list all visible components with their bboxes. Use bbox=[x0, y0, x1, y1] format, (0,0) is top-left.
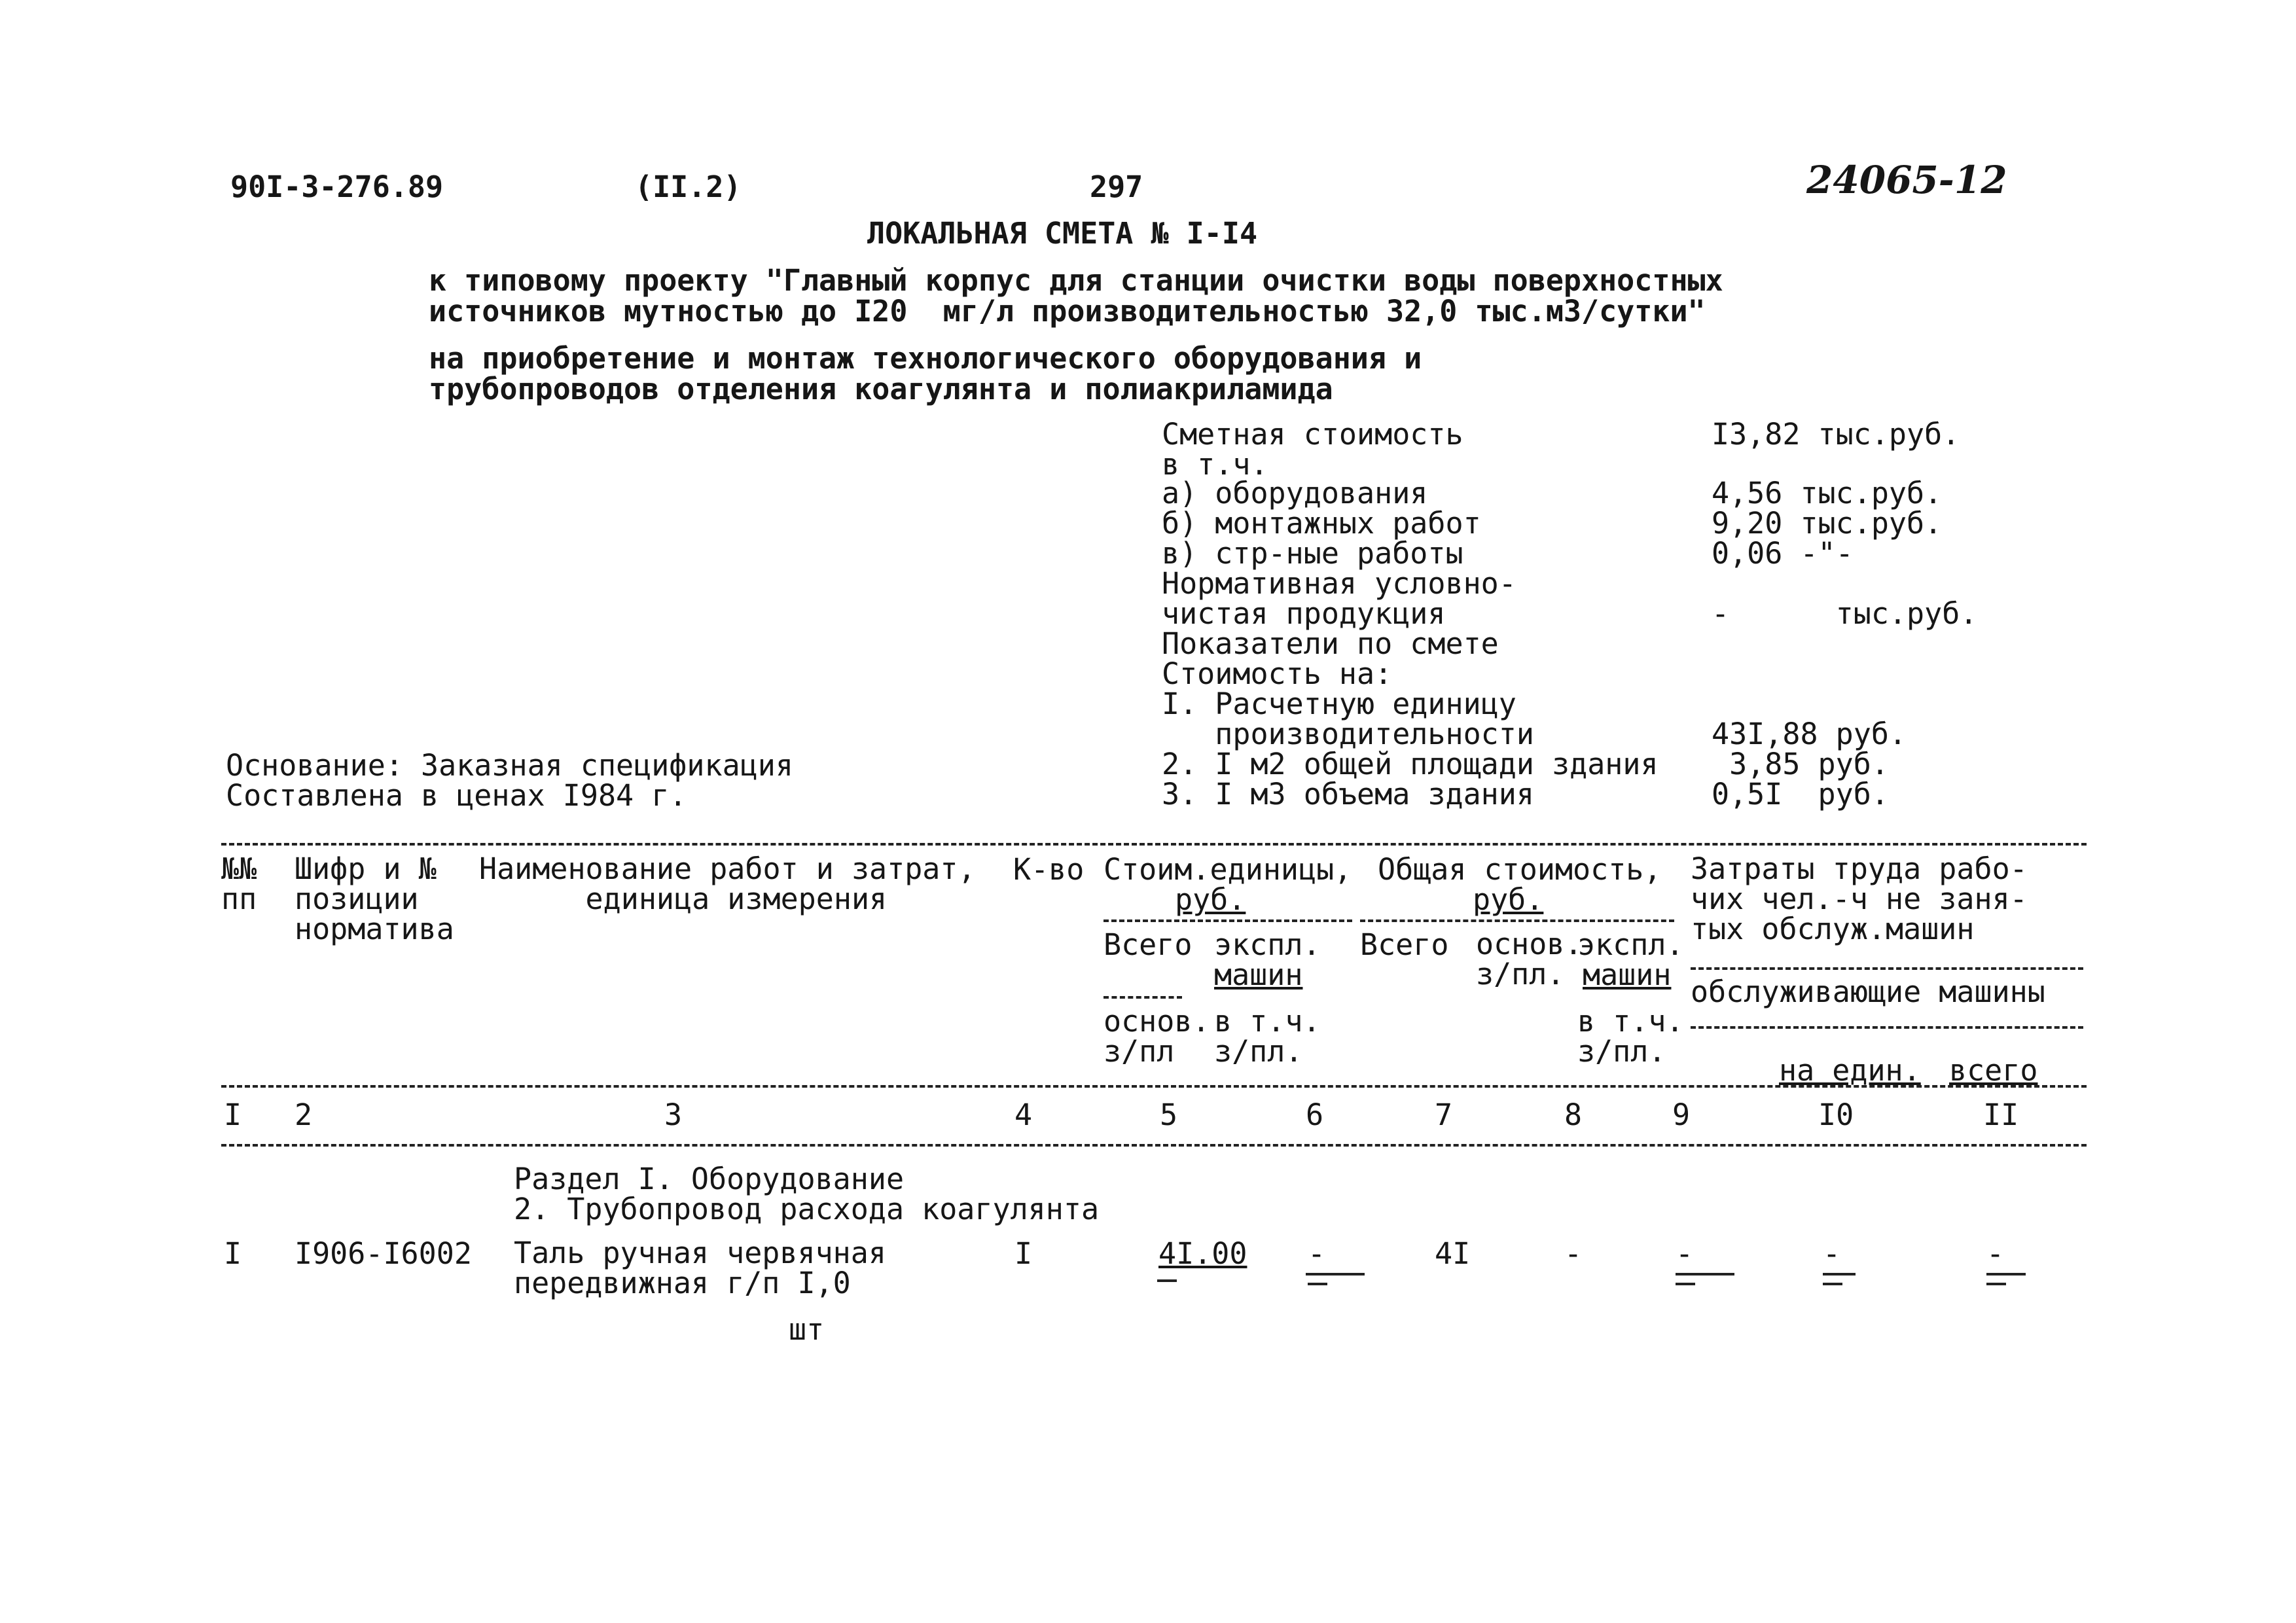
subtitle-line-1: к типовому проекту "Главный корпус для станции очистки воды поверхностных bbox=[429, 263, 1723, 298]
column-number: 3 bbox=[664, 1097, 683, 1132]
column-number: I bbox=[224, 1097, 242, 1132]
dash-mark bbox=[1823, 1273, 1856, 1275]
dash-mark bbox=[1306, 1273, 1365, 1275]
document-title: ЛОКАЛЬНАЯ СМЕТА № I-I4 bbox=[867, 216, 1258, 251]
row-unit-expl: - bbox=[1308, 1236, 1326, 1271]
header-total-cost: Общая стоимость, bbox=[1378, 852, 1662, 887]
header-unit-machines: машин bbox=[1214, 957, 1303, 992]
header-bottom-rule bbox=[221, 1085, 2087, 1088]
summary-value: 9,20 тыс.руб. bbox=[1712, 506, 1943, 541]
column-number: 8 bbox=[1564, 1097, 1583, 1132]
row-code: I906-I6002 bbox=[295, 1236, 472, 1271]
header-unit-cost: Стоим.единицы, bbox=[1103, 852, 1352, 887]
basis-line-1: Основание: Заказная спецификация bbox=[226, 748, 793, 783]
column-number: II bbox=[1983, 1097, 2019, 1132]
header-unit-all: Всего bbox=[1103, 927, 1193, 962]
row-quantity: I bbox=[1014, 1236, 1033, 1271]
summary-label: Нормативная условно- bbox=[1162, 566, 1516, 601]
header-unit-basic: основ. з/пл bbox=[1103, 1004, 1210, 1069]
header-total-machines: машин bbox=[1583, 957, 1672, 992]
summary-label: а) оборудования bbox=[1162, 476, 1428, 510]
header-total-cost-currency: руб. bbox=[1473, 882, 1544, 917]
dash-mark bbox=[1986, 1283, 2006, 1285]
dash-mark bbox=[1308, 1283, 1327, 1285]
section-ref: (II.2) bbox=[635, 169, 742, 204]
handwritten-number: 24065-12 bbox=[1806, 158, 2007, 202]
dash-mark bbox=[1676, 1283, 1695, 1285]
header-code: Шифр и № позиции норматива bbox=[295, 851, 454, 946]
header-quantity: К-во bbox=[1013, 852, 1085, 887]
header-rule bbox=[1360, 919, 1674, 922]
page-number: 297 bbox=[1090, 169, 1143, 204]
subtitle-line-3: на приобретение и монтаж технологического оборудования и bbox=[429, 341, 1422, 376]
summary-label: Показатели по смете bbox=[1162, 626, 1499, 661]
subtitle-line-4: трубопроводов отделения коагулянта и полиакриламида bbox=[429, 372, 1333, 406]
row-unit-cost: 4I.00 bbox=[1158, 1236, 1247, 1271]
summary-value: 43I,88 руб. bbox=[1712, 717, 1907, 751]
summary-value: 0,5I руб. bbox=[1712, 777, 1889, 812]
row-labor-10: - bbox=[1823, 1236, 1841, 1271]
section-title: Раздел I. Оборудование bbox=[514, 1162, 905, 1196]
dash-mark bbox=[1823, 1283, 1842, 1285]
column-numbers-bottom-rule bbox=[221, 1144, 2087, 1147]
header-total-all: Всего bbox=[1360, 927, 1449, 962]
summary-label: в) стр-ные работы bbox=[1162, 536, 1463, 571]
column-number: I0 bbox=[1818, 1097, 1854, 1132]
column-number: 5 bbox=[1160, 1097, 1178, 1132]
table-top-rule bbox=[221, 843, 2087, 846]
header-total-basic: основ. з/пл. bbox=[1476, 927, 1583, 991]
header-per-unit: на един. bbox=[1779, 1053, 1921, 1088]
header-work-name: Наименование работ и затрат, единица измерения bbox=[479, 851, 976, 916]
row-labor-9: - bbox=[1676, 1236, 1694, 1271]
column-number: 6 bbox=[1306, 1097, 1324, 1132]
summary-label: I. Расчетную единицу bbox=[1162, 687, 1516, 721]
dash-mark bbox=[1676, 1273, 1734, 1275]
row-total: 4I bbox=[1435, 1236, 1471, 1271]
header-rule bbox=[1691, 1026, 2083, 1029]
subsection-title: 2. Трубопровод расхода коагулянта bbox=[514, 1192, 1100, 1226]
header-rule bbox=[1103, 996, 1182, 999]
summary-value: 3,85 руб. bbox=[1712, 747, 1889, 781]
summary-value: 0,06 -"- bbox=[1712, 536, 1854, 571]
header-rule bbox=[1103, 919, 1352, 922]
summary-value: - тыс.руб. bbox=[1712, 596, 1978, 631]
column-number: 4 bbox=[1014, 1097, 1033, 1132]
column-number: 2 bbox=[295, 1097, 313, 1132]
row-number: I bbox=[224, 1236, 242, 1271]
row-name: Таль ручная червячная передвижная г/п I,0 bbox=[514, 1236, 886, 1300]
summary-label: Стоимость на: bbox=[1162, 656, 1393, 691]
summary-label: 3. I м3 объема здания bbox=[1162, 777, 1534, 812]
summary-label: Сметная стоимость bbox=[1162, 417, 1463, 452]
doc-code: 90I-3-276.89 bbox=[230, 169, 444, 204]
column-number: 7 bbox=[1435, 1097, 1453, 1132]
header-all: всего bbox=[1949, 1053, 2038, 1088]
column-number: 9 bbox=[1672, 1097, 1691, 1132]
header-unit-cost-currency: руб. bbox=[1175, 882, 1246, 917]
dash-mark bbox=[1157, 1279, 1177, 1282]
header-row-number: №№ пп bbox=[221, 851, 257, 916]
header-labor: Затраты труда рабо- чих чел.-ч не заня- тых обслуж.машин bbox=[1691, 851, 2028, 946]
summary-label: в т.ч. bbox=[1162, 447, 1268, 482]
header-total-expl: экспл. bbox=[1577, 927, 1684, 962]
header-serving-machines: обслуживающие машины bbox=[1691, 974, 2045, 1009]
header-total-incl: в т.ч. з/пл. bbox=[1577, 1004, 1684, 1069]
summary-label: 2. I м2 общей площади здания bbox=[1162, 747, 1659, 781]
header-rule bbox=[1691, 967, 2083, 970]
header-unit-incl: в т.ч. з/пл. bbox=[1214, 1004, 1321, 1069]
summary-label: б) монтажных работ bbox=[1162, 506, 1481, 541]
summary-label: чистая продукция bbox=[1162, 596, 1446, 631]
row-unit: шт bbox=[789, 1312, 825, 1347]
summary-label: производительности bbox=[1162, 717, 1534, 751]
row-total-basic: - bbox=[1564, 1236, 1583, 1271]
subtitle-line-2: источников мутностью до I20 мг/л производительностью 32,0 тыс.м3/сутки" bbox=[429, 294, 1706, 329]
summary-value: 4,56 тыс.руб. bbox=[1712, 476, 1943, 510]
dash-mark bbox=[1986, 1273, 2026, 1275]
header-unit-expl: экспл. bbox=[1214, 927, 1321, 962]
summary-value: I3,82 тыс.руб. bbox=[1712, 417, 1960, 452]
row-labor-11: - bbox=[1986, 1236, 2005, 1271]
basis-line-2: Составлена в ценах I984 г. bbox=[226, 778, 687, 813]
